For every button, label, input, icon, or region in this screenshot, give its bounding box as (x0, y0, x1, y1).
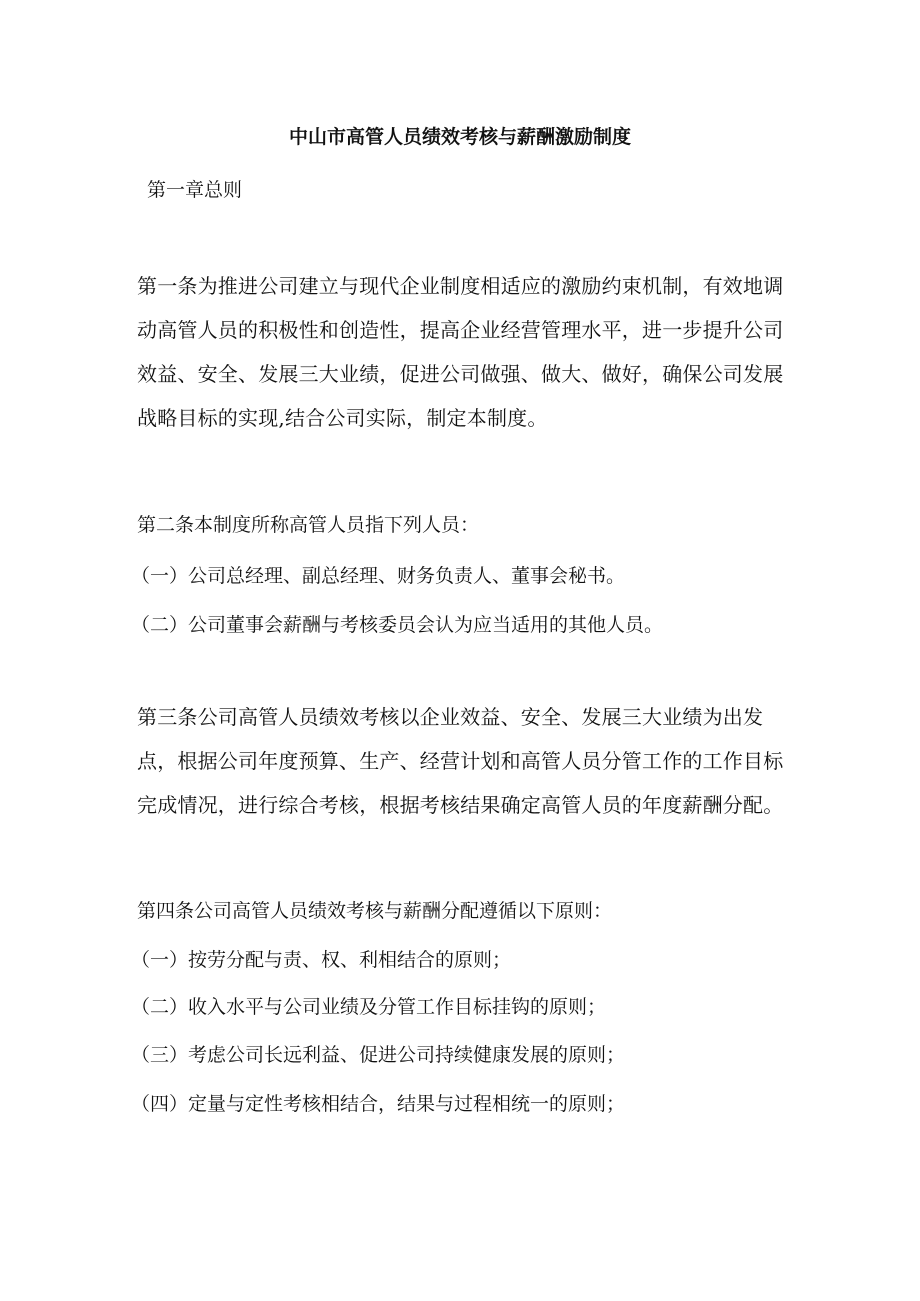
article-2-item: （一）公司总经理、副总经理、财务负责人、董事会秘书。 (131, 565, 626, 587)
article-1-line: 动高管人员的积极性和创造性，提高企业经营管理水平，进一步提升公司 (137, 318, 784, 342)
chapter-heading: 第一章总则 (147, 179, 243, 201)
article-3-line: 点，根据公司年度预算、生产、经营计划和高管人员分管工作的工作目标 (137, 749, 784, 773)
article-4-item: （四）定量与定性考核相结合，结果与过程相统一的原则； (131, 1093, 626, 1115)
article-3-paragraph (137, 695, 787, 827)
article-1-line: 效益、安全、发展三大业绩，促进公司做强、做大、做好，确保公司发展 (137, 362, 784, 386)
article-1-paragraph (137, 264, 787, 440)
document-title: 中山市高管人员绩效考核与薪酬激励制度 (288, 126, 631, 148)
article-1-line: 第一条为推进公司建立与现代企业制度相适应的激励约束机制，有效地调 (137, 274, 784, 298)
article-2-intro: 第二条本制度所称高管人员指下列人员： (137, 514, 480, 536)
article-4-item: （三）考虑公司长远利益、促进公司持续健康发展的原则； (131, 1044, 626, 1066)
article-3-line: 完成情况，进行综合考核，根据考核结果确定高管人员的年度薪酬分配。 (137, 793, 784, 817)
article-4-intro: 第四条公司高管人员绩效考核与薪酬分配遵循以下原则： (137, 900, 613, 922)
article-2-item: （二）公司董事会薪酬与考核委员会认为应当适用的其他人员。 (131, 614, 664, 636)
article-4-item: （二）收入水平与公司业绩及分管工作目标挂钩的原则； (131, 996, 607, 1018)
article-1-line: 战略目标的实现,结合公司实际，制定本制度。 (137, 406, 548, 430)
article-3-line: 第三条公司高管人员绩效考核以企业效益、安全、发展三大业绩为出发 (137, 705, 764, 729)
article-4-item: （一）按劳分配与责、权、利相结合的原则； (131, 949, 512, 971)
